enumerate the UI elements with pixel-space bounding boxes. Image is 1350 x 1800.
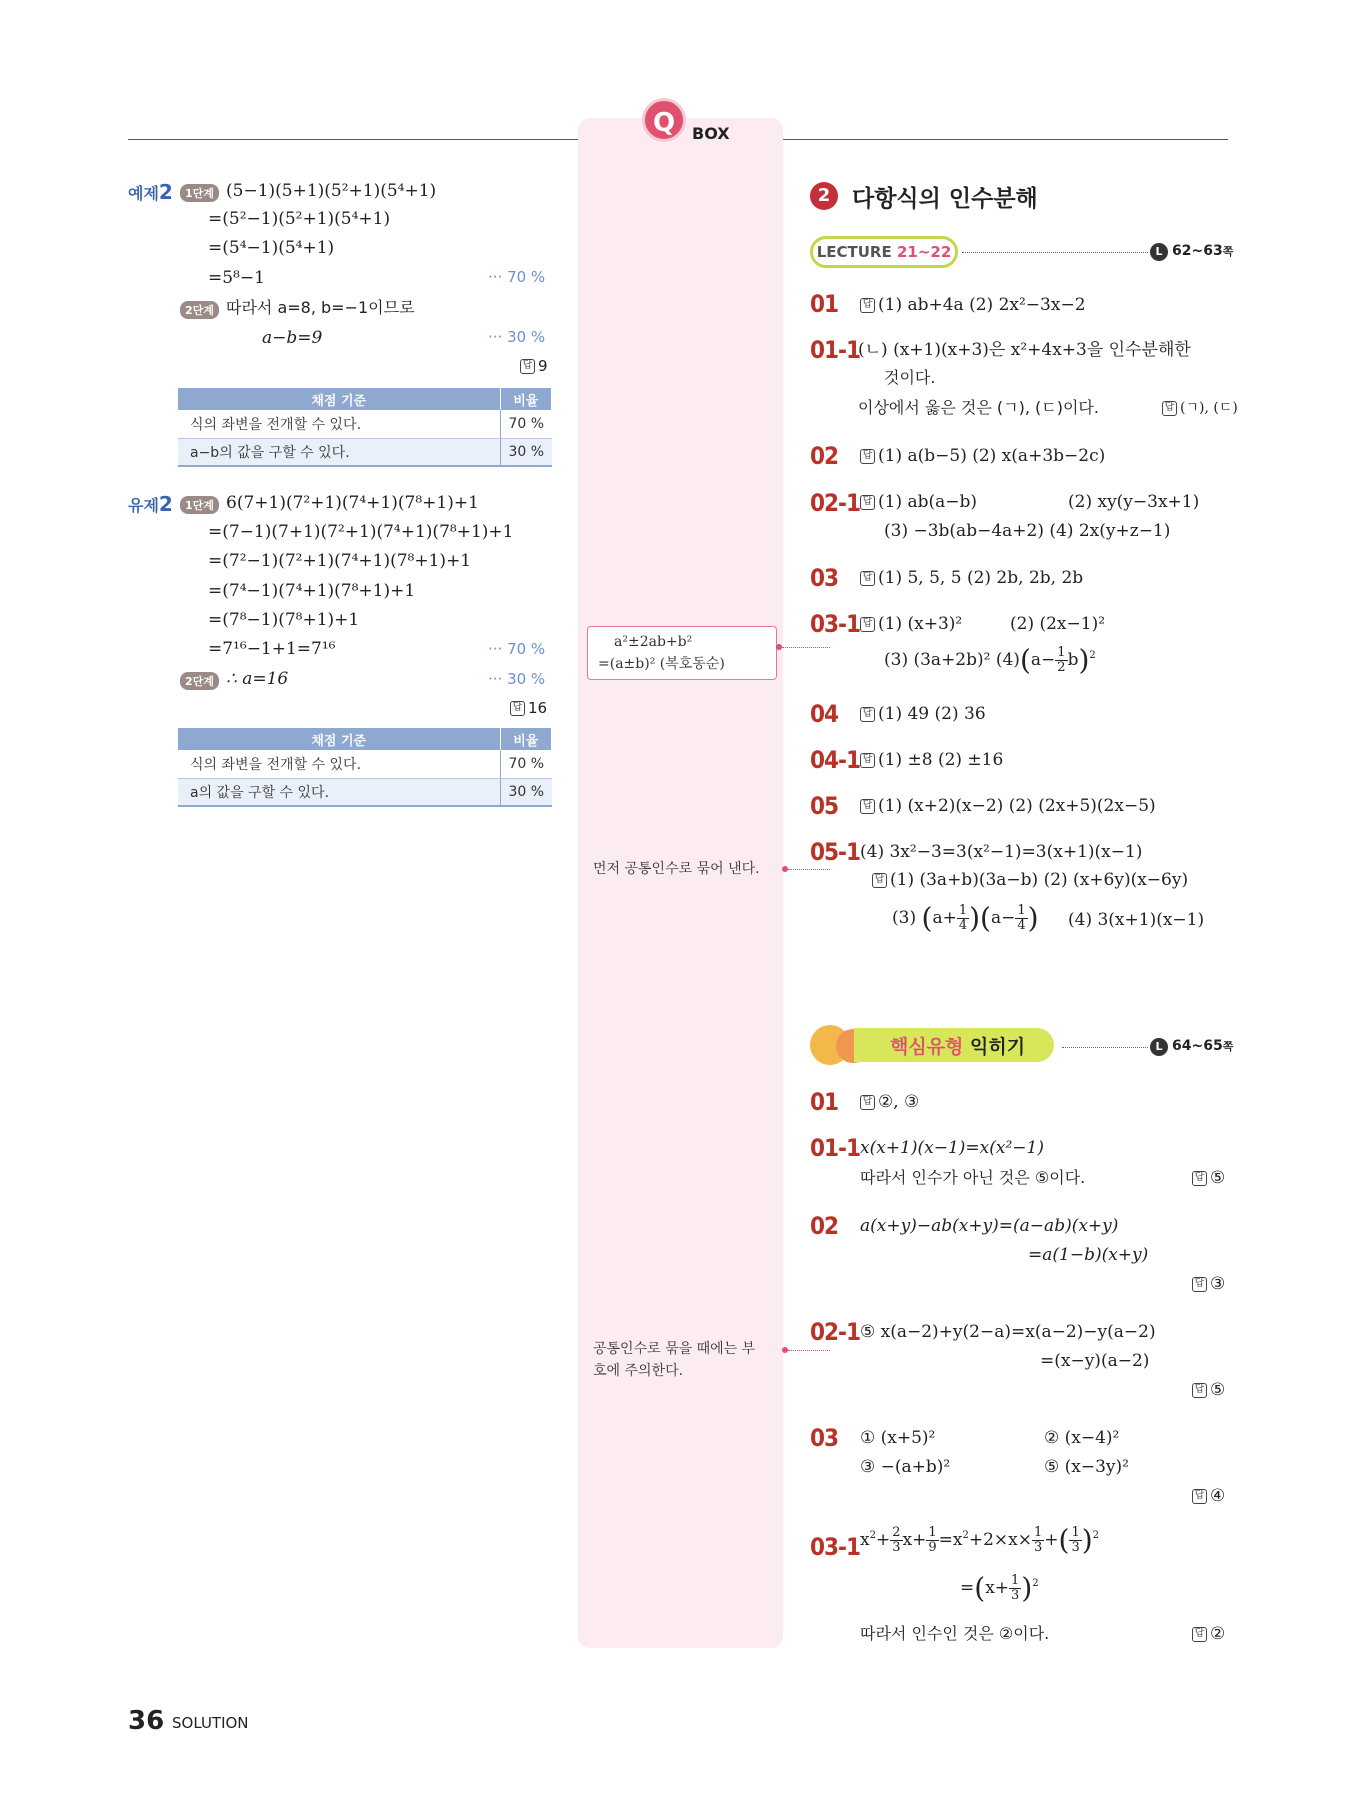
qbox-note-formula-line2: =(a±b)² (복호동순)	[598, 656, 725, 672]
step-2-badge: 2단계	[180, 672, 219, 690]
ex2-line-4: =5⁸−1	[208, 268, 265, 288]
note-leader-1	[782, 647, 830, 648]
core-01-1-line-2: 따라서 인수가 아닌 것은 ⑤이다.	[860, 1168, 1086, 1187]
core-types-title: 핵심유형 익히기	[890, 1036, 1026, 1058]
fraction: $\frac{1}{3}$	[1033, 1525, 1043, 1555]
ex2-line-2: =(5²−1)(5²+1)(5⁴+1)	[208, 209, 391, 229]
table-cell: 식의 좌변을 전개할 수 있다.	[178, 750, 500, 778]
ex2-scoring-table	[178, 388, 552, 467]
core-03-option-3: ③ −(a+b)²	[860, 1457, 951, 1477]
item-05-answer: 답 (1) (x+2)(x−2) (2) (2x+5)(2x−5)	[860, 794, 1156, 818]
core-02-1-line-2: =(x−y)(a−2)	[1040, 1351, 1150, 1371]
answer-icon: 답	[1192, 1383, 1207, 1398]
table-cell: 30 %	[500, 778, 552, 806]
footer-label: SOLUTION	[172, 1714, 249, 1732]
answer-icon: 답	[1192, 1489, 1207, 1504]
item-02-1-line-3: (3) −3b(ab−4a+2) (4) 2x(y+z−1)	[884, 521, 1171, 541]
core-03-1-line-1: $x^2+$ $\frac{2}{3}$ x+ $\frac{1}{9}$ $=x^2+2\times x\times$ $\frac{1}{3}$ +( $\frac{1}{3}$ )$^2$	[860, 1523, 1100, 1557]
item-number: 03	[810, 1424, 839, 1452]
item-number: 02-1	[810, 1318, 861, 1346]
item-number: 02-1	[810, 489, 861, 517]
item-03-answer: 답 (1) 5, 5, 5 (2) 2b, 2b, 2b	[860, 566, 1083, 590]
item-01-1-line-1: (ㄴ) (x+1)(x+3)은 x²+4x+3을 인수분해한	[858, 340, 1191, 360]
answer-icon: 답	[860, 1095, 875, 1110]
answer-icon: 답	[860, 449, 875, 464]
table-header-ratio: 비율	[500, 388, 552, 410]
page-ref-icon: L	[1150, 1038, 1168, 1056]
note-leader-3	[788, 1350, 830, 1351]
core-03-1-line-2: =(x+ $\frac{1}{3}$ )$^2$	[960, 1571, 1039, 1605]
table-header-criteria: 채점 기준	[178, 388, 500, 410]
step-2-badge: 2단계	[180, 301, 219, 319]
yu2-answer: 답 16	[510, 699, 547, 717]
answer-icon: 답	[1192, 1277, 1207, 1292]
lecture-badge: LECTURE 21~22	[810, 236, 958, 268]
item-03-1-line-2: (2) (2x−1)²	[1010, 614, 1106, 634]
core-03-1-answer: 답 ②	[1192, 1622, 1225, 1646]
qbox-note-sign	[593, 1338, 755, 1382]
item-05-1-line-3: (3) (a+ $\frac{1}{4}$ )(a− $\frac{1}{4}$ )	[892, 901, 1039, 935]
core-02-line-1: a(x+y)−ab(x+y)=(a−ab)(x+y)	[860, 1216, 1119, 1236]
item-01-1-line-2: 것이다.	[884, 368, 936, 387]
item-01-1-answer: 답 (ㄱ), (ㄷ)	[1162, 396, 1238, 420]
q-box-column	[578, 118, 783, 1648]
core-03-option-1: ① (x+5)²	[860, 1428, 936, 1448]
yu2-line-3: =(7²−1)(7²+1)(7⁴+1)(7⁸+1)+1	[208, 551, 472, 571]
fraction: $\frac{1}{3}$	[1011, 1573, 1020, 1603]
core-page-ref: L 64~65쪽	[1150, 1038, 1233, 1056]
item-number: 01	[810, 290, 839, 318]
note-leader-2	[788, 869, 830, 870]
section-number-badge: 2	[810, 182, 838, 210]
core-02-1-answer: 답 ⑤	[1192, 1378, 1225, 1402]
answer-icon: 답	[520, 359, 535, 374]
answer-icon: 답	[872, 873, 887, 888]
fraction: $\frac{1}{3}$	[1071, 1525, 1080, 1555]
answer-icon: 답	[860, 571, 875, 586]
core-02-line-2: =a(1−b)(x+y)	[1028, 1245, 1149, 1265]
item-05-1-line-2: 답 (1) (3a+b)(3a−b) (2) (x+6y)(x−6y)	[872, 868, 1188, 892]
item-04-answer: 답 (1) 49 (2) 36	[860, 702, 986, 726]
ex2-pct-70: ··· 70 %	[488, 268, 546, 286]
item-04-1-answer: 답 (1) ±8 (2) ±16	[860, 748, 1003, 772]
answer-icon: 답	[860, 298, 875, 313]
item-number: 02	[810, 1212, 839, 1240]
item-03-1-line-1: 답 (1) (x+3)²	[860, 612, 962, 636]
yu2-line-2: =(7−1)(7+1)(7²+1)(7⁴+1)(7⁸+1)+1	[208, 522, 514, 542]
table-cell: 식의 좌변을 전개할 수 있다.	[178, 410, 500, 438]
qbox-note-formula-line1: a²±2ab+b²	[614, 634, 693, 650]
answer-icon: 답	[860, 707, 875, 722]
qbox-note-common-factor: 먼저 공통인수로 묶어 낸다.	[593, 861, 760, 877]
item-number: 02	[810, 442, 839, 470]
core-leader	[1062, 1047, 1148, 1048]
item-05-1-line-1: (4) 3x²−3=3(x²−1)=3(x+1)(x−1)	[860, 842, 1143, 862]
step-1-badge: 1단계	[180, 496, 219, 514]
item-03-1-line-3: (3) (3a+2b)² (4)(a− $\frac{1}{2}$ b)$^2$	[884, 643, 1096, 677]
qbox-note-sign-line2: 호에 주의한다.	[593, 1363, 684, 1379]
fraction: $\frac{1}{9}$	[928, 1525, 937, 1555]
q-box-icon: Q	[642, 98, 686, 142]
ex2-line-5: 따라서 a=8, b=−1이므로	[226, 298, 415, 317]
item-number: 01-1	[810, 1134, 861, 1162]
core-01-answer: 답 ②, ③	[860, 1090, 919, 1114]
answer-icon: 답	[1192, 1627, 1207, 1642]
example-2-label: 예제2	[128, 180, 173, 204]
item-01-1-line-3: 이상에서 옳은 것은 (ㄱ), (ㄷ)이다.	[858, 398, 1099, 417]
core-02-1-line-1: ⑤ x(a−2)+y(2−a)=x(a−2)−y(a−2)	[860, 1322, 1156, 1342]
fraction: $\frac{1}{2}$	[1057, 645, 1066, 675]
item-number: 03-1	[810, 1533, 861, 1561]
answer-icon: 답	[1192, 1171, 1207, 1186]
ex2-line-1: (5−1)(5+1)(5²+1)(5⁴+1)	[226, 181, 437, 201]
table-header-ratio: 비율	[500, 728, 552, 750]
table-header-criteria: 채점 기준	[178, 728, 500, 750]
lecture-leader	[962, 252, 1148, 253]
qbox-note-formula	[587, 626, 777, 680]
ex2-answer: 답 9	[520, 357, 548, 375]
yu2-line-5: =(7⁸−1)(7⁸+1)+1	[208, 610, 360, 630]
core-03-option-2: ② (x−4)²	[1044, 1428, 1120, 1448]
q-box-label: BOX	[692, 124, 730, 143]
answer-icon: 답	[860, 799, 875, 814]
core-03-answer: 답 ④	[1192, 1484, 1225, 1508]
fraction: $\frac{1}{4}$	[958, 903, 968, 933]
item-01-answer: 답 (1) ab+4a (2) 2x²−3x−2	[860, 293, 1086, 317]
top-rule-right	[783, 139, 1228, 140]
ex2-line-6: a−b=9	[262, 328, 323, 348]
table-cell: 70 %	[500, 410, 552, 438]
item-number: 04-1	[810, 746, 861, 774]
item-05-1-line-4: (4) 3(x+1)(x−1)	[1068, 910, 1205, 930]
yu2-line-6: =7¹⁶−1+1=7¹⁶	[208, 639, 336, 659]
core-03-option-5: ⑤ (x−3y)²	[1044, 1457, 1129, 1477]
section-title: 다항식의 인수분해	[852, 186, 1038, 212]
core-types-banner	[810, 1025, 1060, 1065]
answer-icon: 답	[860, 617, 875, 632]
step-1-badge: 1단계	[180, 184, 219, 202]
yu2-line-1: 6(7+1)(7²+1)(7⁴+1)(7⁸+1)+1	[226, 493, 479, 513]
item-number: 01	[810, 1088, 839, 1116]
table-cell: a−b의 값을 구할 수 있다.	[178, 438, 500, 466]
core-01-1-answer: 답 ⑤	[1192, 1166, 1225, 1190]
answer-icon: 답	[1162, 401, 1177, 416]
page-number: 36	[128, 1706, 165, 1736]
answer-icon: 답	[510, 701, 525, 716]
ex2-line-3: =(5⁴−1)(5⁴+1)	[208, 238, 335, 258]
core-02-answer: 답 ③	[1192, 1272, 1225, 1296]
ex2-pct-30: ··· 30 %	[488, 328, 546, 346]
exercise-2-label: 유제2	[128, 492, 173, 516]
answer-icon: 답	[860, 495, 875, 510]
item-number: 04	[810, 700, 839, 728]
yu2-pct-30: ··· 30 %	[488, 670, 546, 688]
yu2-line-7: ∴ a=16	[226, 669, 289, 689]
table-cell: 30 %	[500, 438, 552, 466]
qbox-note-sign-line1: 공통인수로 묶을 때에는 부	[593, 1341, 756, 1357]
top-rule-left	[128, 139, 580, 140]
answer-icon: 답	[860, 753, 875, 768]
item-number: 05	[810, 792, 839, 820]
yu2-line-4: =(7⁴−1)(7⁴+1)(7⁸+1)+1	[208, 581, 416, 601]
item-number: 05-1	[810, 838, 861, 866]
core-03-1-line-3: 따라서 인수인 것은 ②이다.	[860, 1624, 1050, 1643]
item-number: 03	[810, 564, 839, 592]
item-02-answer: 답 (1) a(b−5) (2) x(a+3b−2c)	[860, 444, 1105, 468]
lecture-page-ref: L 62~63쪽	[1150, 243, 1233, 261]
yu2-scoring-table	[178, 728, 552, 807]
item-02-1-line-2: (2) xy(y−3x+1)	[1068, 492, 1200, 512]
core-01-1-line-1: x(x+1)(x−1)=x(x²−1)	[860, 1138, 1044, 1158]
item-number: 01-1	[810, 336, 861, 364]
item-02-1-line-1: 답 (1) ab(a−b)	[860, 490, 977, 514]
item-number: 03-1	[810, 610, 861, 638]
fraction: $\frac{2}{3}$	[892, 1525, 901, 1555]
table-cell: 70 %	[500, 750, 552, 778]
yu2-pct-70: ··· 70 %	[488, 640, 546, 658]
page-ref-icon: L	[1150, 243, 1168, 261]
fraction: $\frac{1}{4}$	[1017, 903, 1026, 933]
table-cell: a의 값을 구할 수 있다.	[178, 778, 500, 806]
